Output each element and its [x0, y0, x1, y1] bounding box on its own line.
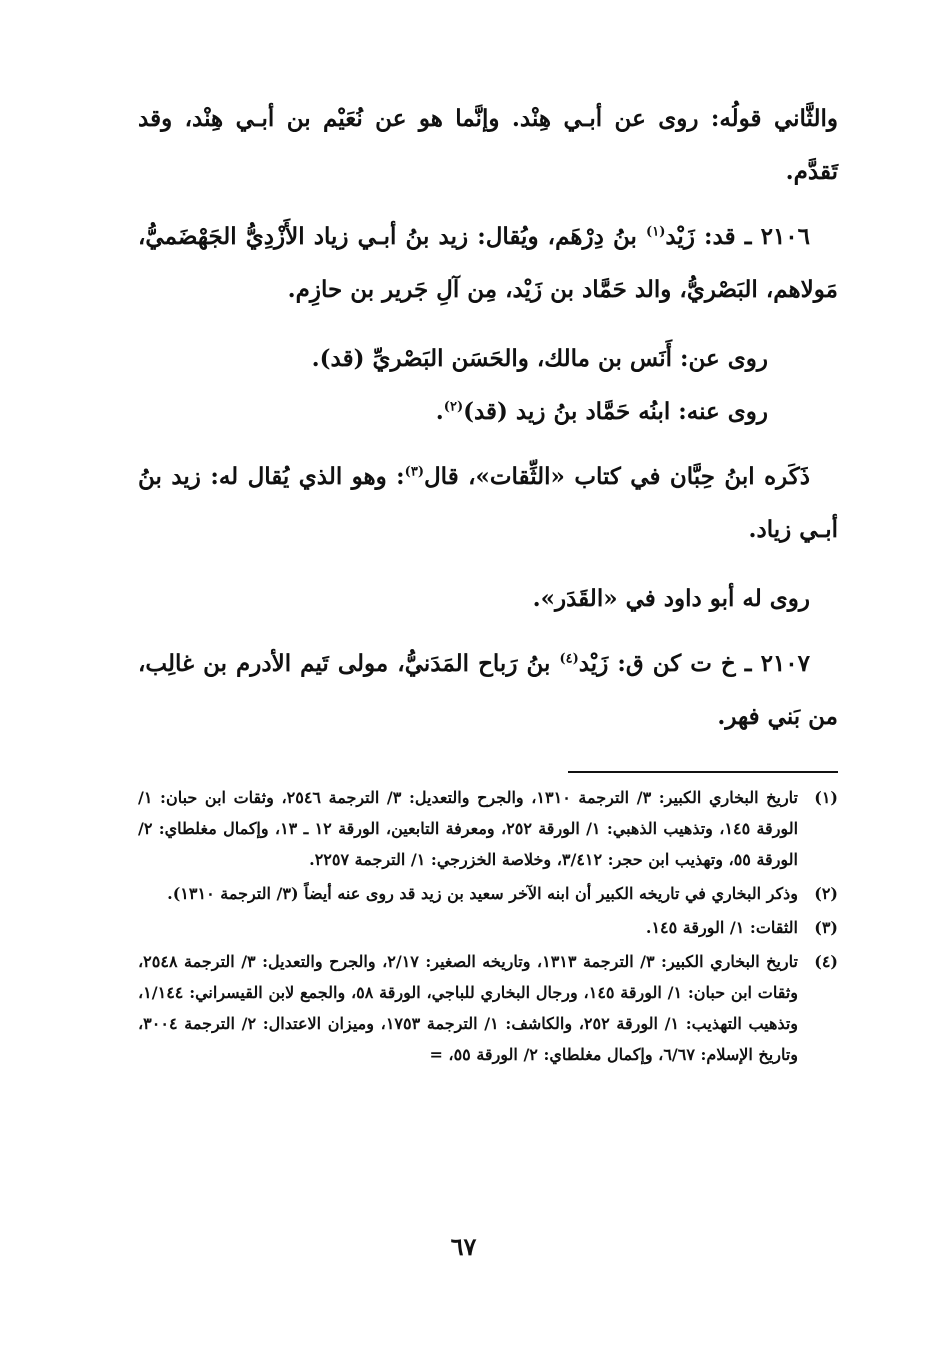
footnote-text: تاريخ البخاري الكبير: ٣/ الترجمة ١٣١٠، والجرح والتعديل: ٣/ الترجمة ٢٥٤٦، وثقات ابن حبان: ١/ الورقة ١٤٥، وتذهيب الذهبي: ١/ الورقة ٢٥٢، ومعرفة التابعين، الورقة ١٢ ـ ١٣، وإكمال مغلطاي: ٢/ الورقة ٥٥، وتهذيب ابن حجر: ٣/٤١٢، وخلاصة الخزرجي: ١/ الترجمة ٢٢٥٧.: [138, 788, 799, 869]
footnote-separator: [568, 771, 838, 773]
rawa-an-line: روى عن: أَنَس بن مالك، والحَسَن البَصْريِّ (قد).: [311, 345, 768, 372]
entry-2106-heading: ٢١٠٦ ـ قد: زَيْد: [665, 223, 811, 250]
footnote-1: [138, 782, 838, 875]
footnote-4: [138, 946, 838, 1070]
entry-2107-body: بنُ رَباح المَدَنيُّ، مولى تَيم الأدرم بن غالِب، من بَني فهر.: [138, 650, 838, 730]
footnote-number: (٤): [814, 952, 838, 971]
entry-2107-heading: ٢١٠٧ ـ خ ت كن ق: زَيْد: [578, 650, 810, 677]
footnote-ref-3[interactable]: (٣): [404, 464, 424, 480]
abu-dawud-line: روى له أبو داود في «القَدَر».: [532, 585, 810, 612]
footnote-3: [138, 912, 838, 943]
footnote-text: وذكر البخاري في تاريخه الكبير أن ابنه الآخر سعيد بن زيد قد روى عنه أيضاً (٣/ الترجمة ١٣١٠).: [167, 884, 798, 903]
entry-2106: [138, 210, 838, 316]
footnote-ref-4[interactable]: (٤): [559, 651, 579, 667]
footnote-text: تاريخ البخاري الكبير: ٣/ الترجمة ١٣١٣، وتاريخه الصغير: ٢/١٧، والجرح والتعديل: ٣/ الترجمة ٢٥٤٨، وثقات ابن حبان: ١/ الورقة ١٤٥، ورجال البخاري للباجي، الورقة ٥٨، والجمع لابن القيسراني: ١/١٤٤، وتذهيب التهذيب: ١/ الورقة ٢٥٢، والكاشف: ١/ الترجمة ١٧٥٣، وميزان الاعتدال: ٢/ الترجمة ٣٠٠٤، وتاريخ الإسلام: ٦/٦٧، وإكمال مغلطاي: ٢/ الورقة ٥٥، =: [138, 952, 799, 1064]
footnote-number: (١): [814, 788, 838, 807]
ibn-hibban-rest: : وهو الذي يُقال له: زيد بنُ أبـي زياد.: [138, 463, 838, 543]
continuation-paragraph: والثَّاني قولُه: روى عن أبـي هِنْد. وإنَّما هو عن نُعَيْم بن أبـي هِنْد، وقد تَقدَّم.: [138, 105, 838, 185]
entry-2107: [138, 637, 838, 743]
entry-2106-body: بنُ دِرْهَم، ويُقال: زيد بنُ أبـي زياد الأَزْدِيُّ الجَهْضَميُّ، مَولاهم، البَصْريُّ، والد حَمَّاد بن زَيْد، مِن آلِ جَرير بن حازِم.: [138, 223, 838, 303]
footnote-number: (٢): [814, 884, 838, 903]
rawa-anhu-text: روى عنه: ابنُه حَمَّاد بنُ زيد (قد): [463, 398, 768, 425]
ibn-hibban-text: ذَكَره ابنُ حِبَّان في كتاب «الثِّقات»، قال: [423, 463, 810, 490]
rawa-anhu-end: .: [435, 398, 444, 425]
footnotes: [138, 782, 838, 1073]
footnote-text: الثقات: ١/ الورقة ١٤٥.: [645, 918, 798, 937]
footnote-ref-1[interactable]: (١): [646, 224, 666, 240]
footnote-ref-2[interactable]: (٢): [443, 399, 464, 415]
page-number: ٦٧: [450, 1232, 477, 1261]
main-text: [138, 92, 838, 743]
footnote-2: [138, 878, 838, 909]
footnote-number: (٣): [814, 918, 838, 937]
rawa-anhu-line: [138, 385, 838, 438]
ibn-hibban-paragraph: [138, 450, 838, 556]
